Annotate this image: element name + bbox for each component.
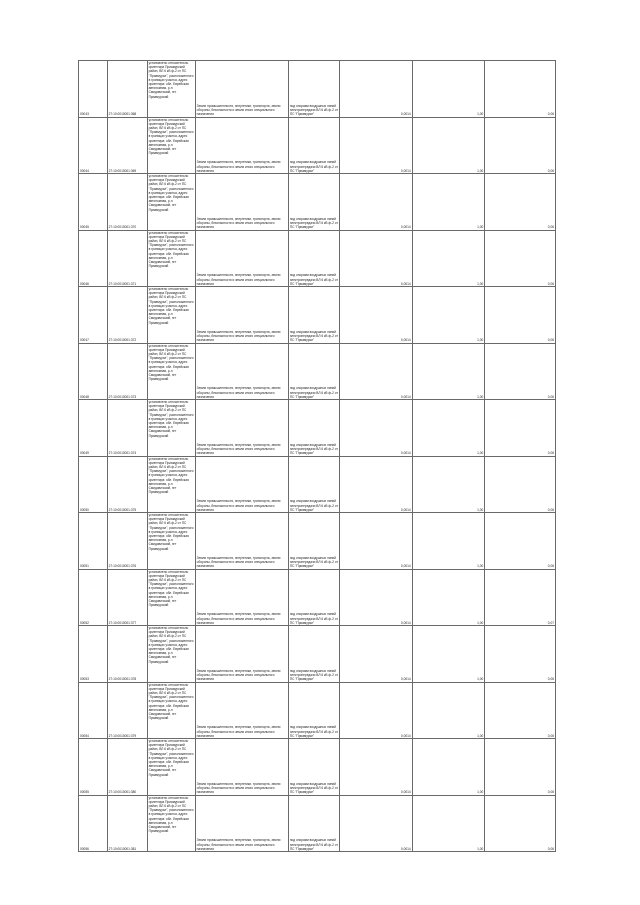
land-category: Земли промышленности, энергетики, транспорта, земли обороны, безопасности и земли иного специального назначения (195, 795, 288, 852)
table-row (79, 287, 556, 344)
cadastral-number: 27:10:0010001:372 (107, 287, 147, 344)
land-category: Земли промышленности, энергетики, транспорта, земли обороны, безопасности и земли иного специального назначения (195, 174, 288, 231)
permitted-use: под опорами воздушных линий электропередачи ВЛ 6 кВ ф-2 от ПС "Приамурье" (288, 174, 339, 231)
amount-value: 0,06 (485, 117, 556, 174)
area-value: 0,0014 (339, 61, 412, 118)
coefficient-value: 1,00 (412, 456, 485, 513)
land-category: Земли промышленности, энергетики, транспорта, земли обороны, безопасности и земли иного специального назначения (195, 739, 288, 796)
land-category: Земли промышленности, энергетики, транспорта, земли обороны, безопасности и земли иного специального назначения (195, 230, 288, 287)
permitted-use: под опорами воздушных линий электропередачи ВЛ 6 кВ ф-2 от ПС "Приамурье" (288, 795, 339, 852)
location-description: установлено относительно ориентира Приамурский район, ВЛ 6 кВ ф-2 от ПС "Приамурье", расположенного в границах участка, адрес ориентира: обл. Еврейская автономная, р-н Смидовичский, пгт Приамурский (147, 795, 195, 852)
coefficient-value: 1,00 (412, 400, 485, 457)
cadastral-number: 27:10:0010001:370 (107, 174, 147, 231)
row-number: 00050 (79, 456, 108, 513)
row-number: 00046 (79, 230, 108, 287)
cadastral-number: 27:10:0010001:377 (107, 569, 147, 626)
coefficient-value: 1,00 (412, 513, 485, 570)
row-number: 00045 (79, 174, 108, 231)
coefficient-value: 1,00 (412, 739, 485, 796)
row-number: 00056 (79, 795, 108, 852)
coefficient-value: 1,00 (412, 230, 485, 287)
coefficient-value: 1,00 (412, 61, 485, 118)
area-value: 0,0014 (339, 400, 412, 457)
area-value: 0,0014 (339, 569, 412, 626)
location-description: установлено относительно ориентира Приамурский район, ВЛ 6 кВ ф-2 от ПС "Приамурье", расположенного в границах участка, адрес ориентира: обл. Еврейская автономная, р-н Смидовичский, пгт Приамурский (147, 682, 195, 739)
table-row (79, 626, 556, 683)
land-category: Земли промышленности, энергетики, транспорта, земли обороны, безопасности и земли иного специального назначения (195, 117, 288, 174)
area-value: 0,0014 (339, 456, 412, 513)
location-description: установлено относительно ориентира Приамурский район, ВЛ 6 кВ ф-2 от ПС "Приамурье", расположенного в границах участка, адрес ориентира: обл. Еврейская автономная, р-н Смидовичский, пгт Приамурский (147, 287, 195, 344)
area-value: 0,0014 (339, 626, 412, 683)
permitted-use: под опорами воздушных линий электропередачи ВЛ 6 кВ ф-2 от ПС "Приамурье" (288, 739, 339, 796)
row-number: 00051 (79, 513, 108, 570)
table-row (79, 513, 556, 570)
coefficient-value: 1,00 (412, 174, 485, 231)
cadastral-number: 27:10:0010001:376 (107, 513, 147, 570)
permitted-use: под опорами воздушных линий электропередачи ВЛ 6 кВ ф-2 от ПС "Приамурье" (288, 61, 339, 118)
permitted-use: под опорами воздушных линий электропередачи ВЛ 6 кВ ф-2 от ПС "Приамурье" (288, 117, 339, 174)
row-number: 00044 (79, 117, 108, 174)
location-description: установлено относительно ориентира Приамурский район, ВЛ 6 кВ ф-2 от ПС "Приамурье", расположенного в границах участка, адрес ориентира: обл. Еврейская автономная, р-н Смидовичский, пгт Приамурский (147, 739, 195, 796)
location-description: установлено относительно ориентира Приамурский район, ВЛ 6 кВ ф-2 от ПС "Приамурье", расположенного в границах участка, адрес ориентира: обл. Еврейская автономная, р-н Смидовичский, пгт Приамурский (147, 626, 195, 683)
table-row (79, 739, 556, 796)
cadastral-number: 27:10:0010001:380 (107, 739, 147, 796)
cadastral-number: 27:10:0010001:368 (107, 61, 147, 118)
land-register-table (78, 60, 556, 852)
area-value: 0,0014 (339, 174, 412, 231)
table-row (79, 230, 556, 287)
area-value: 0,0014 (339, 117, 412, 174)
land-category: Земли промышленности, энергетики, транспорта, земли обороны, безопасности и земли иного специального назначения (195, 61, 288, 118)
area-value: 0,0014 (339, 795, 412, 852)
cadastral-number: 27:10:0010001:379 (107, 682, 147, 739)
area-value: 0,0014 (339, 682, 412, 739)
table-row (79, 682, 556, 739)
row-number: 00053 (79, 626, 108, 683)
permitted-use: под опорами воздушных линий электропередачи ВЛ 6 кВ ф-2 от ПС "Приамурье" (288, 682, 339, 739)
coefficient-value: 1,00 (412, 682, 485, 739)
amount-value: 0,06 (485, 287, 556, 344)
row-number: 00054 (79, 682, 108, 739)
coefficient-value: 1,00 (412, 117, 485, 174)
location-description: установлено относительно ориентира Приамурский район, ВЛ 6 кВ ф-2 от ПС "Приамурье", расположенного в границах участка, адрес ориентира: обл. Еврейская автономная, р-н Смидовичский, пгт Приамурский (147, 569, 195, 626)
area-value: 0,0014 (339, 287, 412, 344)
land-category: Земли промышленности, энергетики, транспорта, земли обороны, безопасности и земли иного специального назначения (195, 626, 288, 683)
table-row (79, 400, 556, 457)
land-category: Земли промышленности, энергетики, транспорта, земли обороны, безопасности и земли иного специального назначения (195, 682, 288, 739)
coefficient-value: 1,00 (412, 569, 485, 626)
location-description: установлено относительно ориентира Приамурский район, ВЛ 6 кВ ф-2 от ПС "Приамурье", расположенного в границах участка, адрес ориентира: обл. Еврейская автономная, р-н Смидовичский, пгт Приамурский (147, 61, 195, 118)
amount-value: 0,06 (485, 174, 556, 231)
land-category: Земли промышленности, энергетики, транспорта, земли обороны, безопасности и земли иного специального назначения (195, 456, 288, 513)
table-row (79, 61, 556, 118)
area-value: 0,0014 (339, 739, 412, 796)
table-row (79, 343, 556, 400)
amount-value: 0,07 (485, 569, 556, 626)
row-number: 00055 (79, 739, 108, 796)
amount-value: 0,06 (485, 626, 556, 683)
cadastral-number: 27:10:0010001:375 (107, 456, 147, 513)
coefficient-value: 1,00 (412, 795, 485, 852)
location-description: установлено относительно ориентира Приамурский район, ВЛ 6 кВ ф-2 от ПС "Приамурье", расположенного в границах участка, адрес ориентира: обл. Еврейская автономная, р-н Смидовичский, пгт Приамурский (147, 174, 195, 231)
location-description: установлено относительно ориентира Приамурский район, ВЛ 6 кВ ф-2 от ПС "Приамурье", расположенного в границах участка, адрес ориентира: обл. Еврейская автономная, р-н Смидовичский, пгт Приамурский (147, 230, 195, 287)
permitted-use: под опорами воздушных линий электропередачи ВЛ 6 кВ ф-2 от ПС "Приамурье" (288, 456, 339, 513)
location-description: установлено относительно ориентира Приамурский район, ВЛ 6 кВ ф-2 от ПС "Приамурье", расположенного в границах участка, адрес ориентира: обл. Еврейская автономная, р-н Смидовичский, пгт Приамурский (147, 117, 195, 174)
permitted-use: под опорами воздушных линий электропередачи ВЛ 6 кВ ф-2 от ПС "Приамурье" (288, 400, 339, 457)
amount-value: 0,06 (485, 739, 556, 796)
amount-value: 0,06 (485, 343, 556, 400)
permitted-use: под опорами воздушных линий электропередачи ВЛ 6 кВ ф-2 от ПС "Приамурье" (288, 513, 339, 570)
coefficient-value: 1,00 (412, 626, 485, 683)
location-description: установлено относительно ориентира Приамурский район, ВЛ 6 кВ ф-2 от ПС "Приамурье", расположенного в границах участка, адрес ориентира: обл. Еврейская автономная, р-н Смидовичский, пгт Приамурский (147, 400, 195, 457)
location-description: установлено относительно ориентира Приамурский район, ВЛ 6 кВ ф-2 от ПС "Приамурье", расположенного в границах участка, адрес ориентира: обл. Еврейская автономная, р-н Смидовичский, пгт Приамурский (147, 456, 195, 513)
amount-value: 0,06 (485, 456, 556, 513)
row-number: 00043 (79, 61, 108, 118)
table-row (79, 174, 556, 231)
land-category: Земли промышленности, энергетики, транспорта, земли обороны, безопасности и земли иного специального назначения (195, 513, 288, 570)
row-number: 00049 (79, 400, 108, 457)
row-number: 00052 (79, 569, 108, 626)
amount-value: 0,06 (485, 61, 556, 118)
amount-value: 0,06 (485, 795, 556, 852)
register-table-body (79, 61, 556, 852)
cadastral-number: 27:10:0010001:381 (107, 795, 147, 852)
permitted-use: под опорами воздушных линий электропередачи ВЛ 6 кВ ф-2 от ПС "Приамурье" (288, 569, 339, 626)
cadastral-number: 27:10:0010001:374 (107, 400, 147, 457)
amount-value: 0,06 (485, 230, 556, 287)
area-value: 0,0014 (339, 513, 412, 570)
cadastral-number: 27:10:0010001:378 (107, 626, 147, 683)
table-row (79, 795, 556, 852)
land-category: Земли промышленности, энергетики, транспорта, земли обороны, безопасности и земли иного специального назначения (195, 343, 288, 400)
coefficient-value: 1,00 (412, 287, 485, 344)
area-value: 0,0014 (339, 343, 412, 400)
land-category: Земли промышленности, энергетики, транспорта, земли обороны, безопасности и земли иного специального назначения (195, 400, 288, 457)
location-description: установлено относительно ориентира Приамурский район, ВЛ 6 кВ ф-2 от ПС "Приамурье", расположенного в границах участка, адрес ориентира: обл. Еврейская автономная, р-н Смидовичский, пгт Приамурский (147, 343, 195, 400)
row-number: 00048 (79, 343, 108, 400)
permitted-use: под опорами воздушных линий электропередачи ВЛ 6 кВ ф-2 от ПС "Приамурье" (288, 343, 339, 400)
land-category: Земли промышленности, энергетики, транспорта, земли обороны, безопасности и земли иного специального назначения (195, 569, 288, 626)
cadastral-number: 27:10:0010001:371 (107, 230, 147, 287)
table-row (79, 569, 556, 626)
coefficient-value: 1,00 (412, 343, 485, 400)
cadastral-number: 27:10:0010001:369 (107, 117, 147, 174)
amount-value: 0,06 (485, 513, 556, 570)
table-row (79, 456, 556, 513)
location-description: установлено относительно ориентира Приамурский район, ВЛ 6 кВ ф-2 от ПС "Приамурье", расположенного в границах участка, адрес ориентира: обл. Еврейская автономная, р-н Смидовичский, пгт Приамурский (147, 513, 195, 570)
permitted-use: под опорами воздушных линий электропередачи ВЛ 6 кВ ф-2 от ПС "Приамурье" (288, 230, 339, 287)
permitted-use: под опорами воздушных линий электропередачи ВЛ 6 кВ ф-2 от ПС "Приамурье" (288, 287, 339, 344)
row-number: 00047 (79, 287, 108, 344)
table-row (79, 117, 556, 174)
amount-value: 0,06 (485, 682, 556, 739)
permitted-use: под опорами воздушных линий электропередачи ВЛ 6 кВ ф-2 от ПС "Приамурье" (288, 626, 339, 683)
area-value: 0,0014 (339, 230, 412, 287)
amount-value: 0,06 (485, 400, 556, 457)
land-category: Земли промышленности, энергетики, транспорта, земли обороны, безопасности и земли иного специального назначения (195, 287, 288, 344)
cadastral-number: 27:10:0010001:373 (107, 343, 147, 400)
